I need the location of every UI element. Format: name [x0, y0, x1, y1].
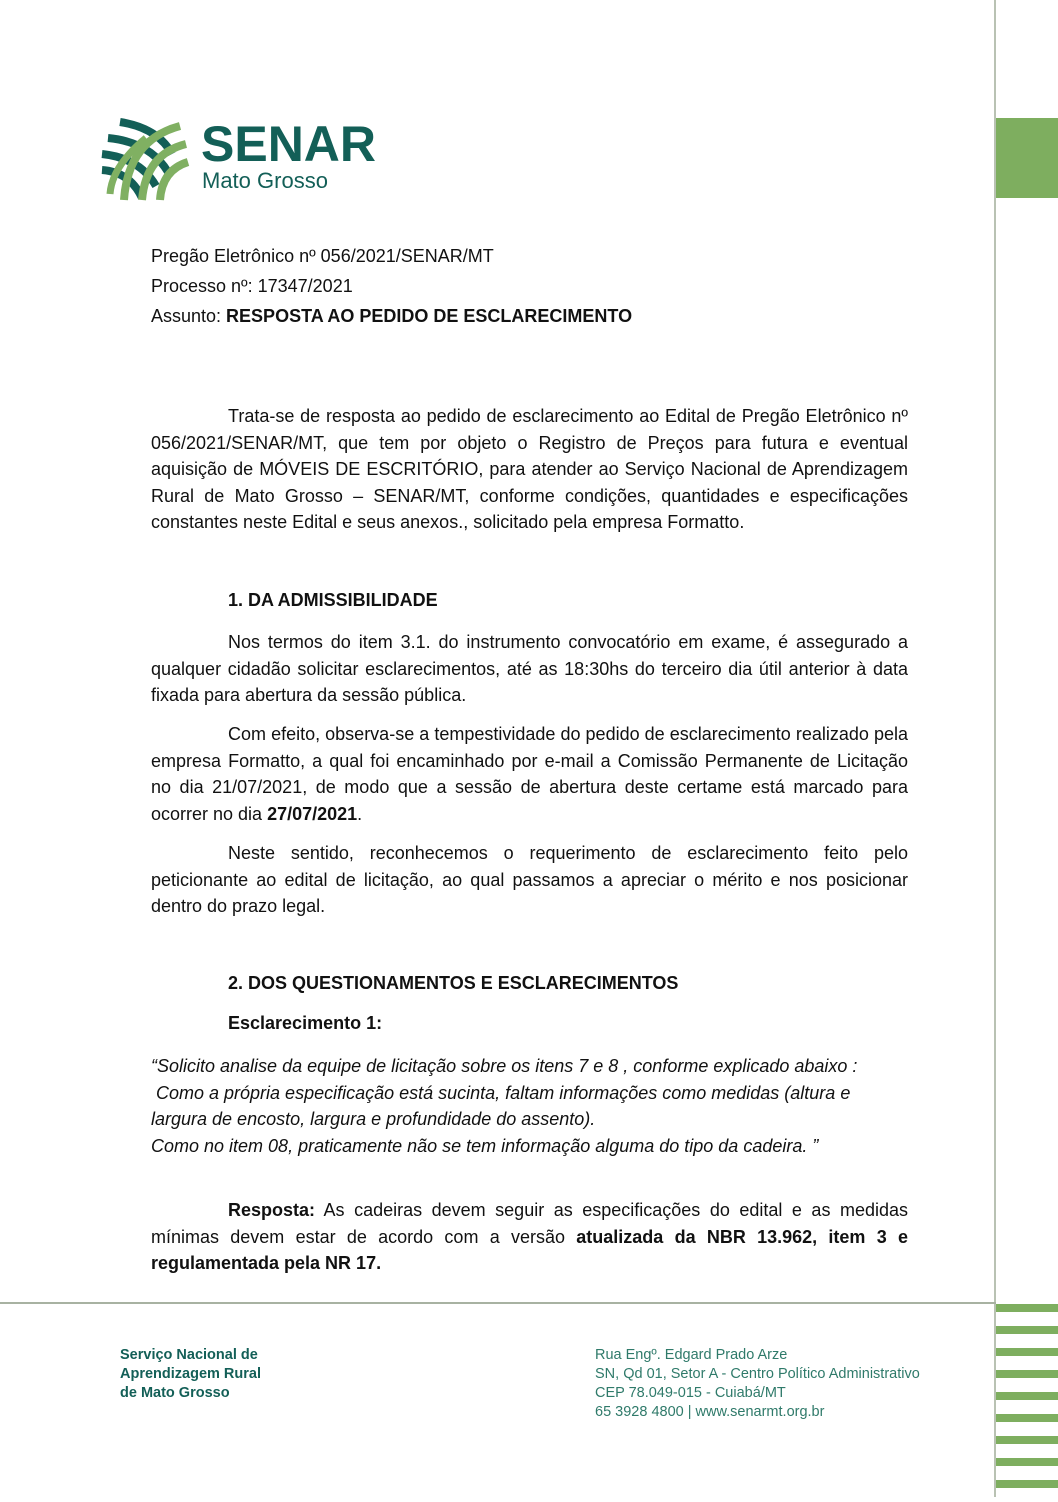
- stripe: [996, 1458, 1058, 1466]
- answer-text: As cadeiras devem seguir as especificações do edital e as medidas mínimas devem estar de acordo com a versão: [151, 1200, 908, 1247]
- paragraph-end: .: [357, 803, 363, 824]
- section2-heading: 2. DOS QUESTIONAMENTOS E ESCLARECIMENTOS: [228, 973, 679, 993]
- subject-value: RESPOSTA AO PEDIDO DE ESCLARECIMENTO: [226, 306, 633, 326]
- pregao-number: Pregão Eletrônico nº 056/2021/SENAR/MT: [151, 246, 494, 266]
- clarification-1-answer: [151, 1197, 908, 1277]
- subject-line: [151, 301, 632, 331]
- section1-paragraph-1: Nos termos do item 3.1. do instrumento convocatório em exame, é assegurado a qualquer cidadão solicitar esclarecimentos, até as 18:30hs do terceiro dia útil anterior à data fixada para abertura da sessão pública.: [151, 632, 908, 705]
- answer-norm-reference: atualizada da NBR 13.962, item 3 e regulamentada pela NR 17.: [151, 1226, 908, 1273]
- footer-org-line: Aprendizagem Rural: [120, 1366, 261, 1382]
- footer-org-line: de Mato Grosso: [120, 1385, 230, 1401]
- section1-paragraph-3: Neste sentido, reconhecemos o requerimento de esclarecimento feito pelo peticionante ao edital de licitação, ao qual passamos a apreciar o mérito e nos posicionar dentro do prazo legal.: [151, 843, 908, 916]
- processo-number: Processo nº: 17347/2021: [151, 276, 353, 296]
- footer-address-line: CEP 78.049-015 - Cuiabá/MT: [595, 1385, 786, 1401]
- right-margin-line: [994, 0, 996, 1497]
- stripe: [996, 1348, 1058, 1356]
- footer-contact-line: 65 3928 4800 | www.senarmt.org.br: [595, 1404, 825, 1420]
- quote-line: largura de encosto, largura e profundidade do assento).: [151, 1109, 596, 1129]
- stripe: [996, 1480, 1058, 1488]
- answer-label: Resposta:: [228, 1200, 316, 1220]
- stripe: [996, 1414, 1058, 1422]
- logo-title: SENAR: [201, 116, 377, 172]
- stripe: [996, 1436, 1058, 1444]
- stripe: [996, 1326, 1058, 1334]
- quote-line: Como a própria especificação está sucinta, faltam informações como medidas (altura e: [151, 1082, 851, 1103]
- senar-leaf-icon: [98, 114, 190, 202]
- session-date: 27/07/2021: [267, 803, 358, 824]
- footer-address-line: Rua Engº. Edgard Prado Arze: [595, 1347, 788, 1363]
- document-header: [151, 241, 632, 331]
- quote-line: Como no item 08, praticamente não se tem informação alguma do tipo da cadeira. ”: [151, 1135, 819, 1156]
- senar-logo: [98, 114, 378, 204]
- clarification-1-heading: Esclarecimento 1:: [228, 1013, 383, 1033]
- subject-label: Assunto:: [151, 306, 227, 326]
- quote-line: “Solicito analise da equipe de licitação sobre os itens 7 e 8 , conforme explicado abaixo :: [151, 1056, 858, 1076]
- footer-separator-line: [0, 1302, 996, 1304]
- logo-subtitle: Mato Grosso: [202, 168, 328, 193]
- footer-org-line: Serviço Nacional de: [120, 1347, 258, 1363]
- footer-accent-stripes: [996, 1304, 1058, 1502]
- stripe: [996, 1392, 1058, 1400]
- section1-heading: 1. DA ADMISSIBILIDADE: [228, 590, 438, 610]
- stripe: [996, 1304, 1058, 1312]
- paragraph-text: Com efeito, observa-se a tempestividade do pedido de esclarecimento realizado pela empresa Formatto, a qual foi encaminhado por e-mail a Comissão Permanente de Licitação no dia 21/07/2021, de modo que a sessão de abertura deste certame está marcado para ocorrer no dia: [151, 724, 908, 824]
- footer-address-line: SN, Qd 01, Setor A - Centro Político Administrativo: [595, 1366, 920, 1382]
- clarification-1-quote: [151, 1053, 908, 1159]
- footer-organization: [120, 1346, 261, 1403]
- header-accent-block: [996, 118, 1058, 198]
- footer-address: [595, 1346, 920, 1422]
- intro-paragraph: Trata-se de resposta ao pedido de esclarecimento ao Edital de Pregão Eletrônico nº 056/2021/SENAR/MT, que tem por objeto o Registro de Preços para futura e eventual aquisição de MÓVEIS DE ESCRITÓRIO, para atender ao Serviço Nacional de Aprendizagem Rural de Mato Grosso – SENAR/MT, conforme condições, quantidades e especificações constantes neste Edital e seus anexos., solicitado pela empresa Formatto.: [151, 406, 908, 532]
- section1-paragraph-2: [151, 721, 908, 827]
- stripe: [996, 1370, 1058, 1378]
